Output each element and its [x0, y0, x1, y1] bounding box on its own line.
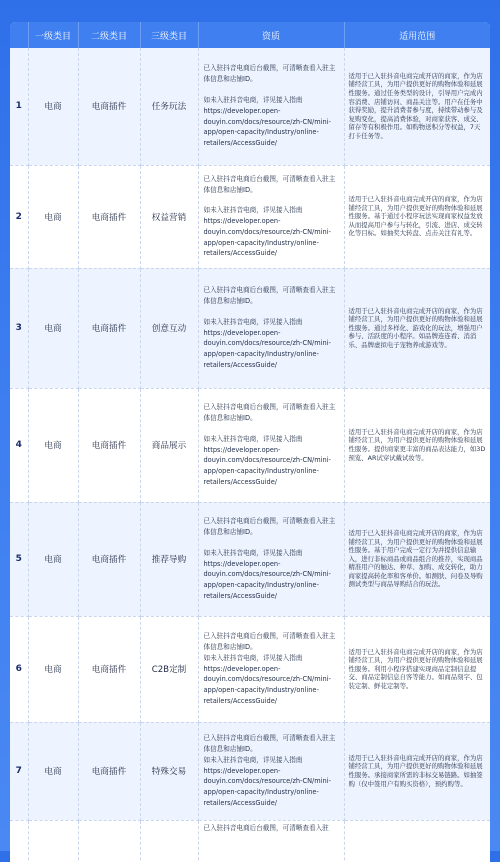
- table-row: [10, 820, 490, 862]
- scope-cell: [344, 388, 490, 502]
- qualification-cell: [198, 165, 344, 268]
- row-number: 3: [10, 268, 28, 388]
- level1-category: [28, 820, 78, 862]
- qualification-access-guide: 如未入驻抖音电商，详见接入指南https://developer.open-douyin.com/docs/resource/zh-CN/mini-app/open-capacity/Industry/online-retailers/AccessGuide/: [203, 755, 331, 807]
- qualification-backend-proof: 已入驻抖音电商后台截图，可清晰查看入驻: [203, 823, 329, 832]
- qualification-cell: [198, 820, 344, 862]
- level2-category: 电商插件: [78, 502, 140, 616]
- scope-cell: [344, 722, 490, 820]
- scope-text: 适用于已入驻抖音电商完成开店的商家，作为店铺经营工具，为用户提供更好的购物体验和延展性服务。承接商家所需的非标交易链路。如抽签购（仅中签用户有购买资格），预约购等。: [348, 753, 483, 788]
- level1-category: 电商: [28, 165, 78, 268]
- level1-category: 电商: [28, 616, 78, 722]
- scope-text: 适用于已入驻抖音电商完成开店的商家，作为店铺经营工具，为用户提供更好的购物体验和延展性服务。提供商家更丰富的商品表达能力，如3D预览、AR试穿试戴试妆等。: [348, 427, 486, 462]
- qualification-access-guide: 如未入驻抖音电商，详见接入指南https://developer.open-douyin.com/docs/resource/zh-CN/mini-app/open-capacity/Industry/online-retailers/AccessGuide/: [203, 96, 331, 148]
- scope-text: 适用于已入驻抖音电商完成开店的商家，作为店铺经营工具，为用户提供更好的购物体验和延展性服务。通过多样化、游戏化的玩法，增强用户参与、活跃度的小程序。如品牌连连看、消消乐、品牌虚拟电子宠物养成游戏等。: [348, 306, 483, 349]
- level2-category: 电商插件: [78, 616, 140, 722]
- level2-category: 电商插件: [78, 268, 140, 388]
- scope-cell: [344, 165, 490, 268]
- qualification-cell: [198, 616, 344, 722]
- level3-category: 特殊交易: [140, 722, 198, 820]
- row-number: [10, 820, 28, 862]
- level2-category: 电商插件: [78, 165, 140, 268]
- qualification-access-guide: 如未入驻抖音电商，详见接入指南https://developer.open-douyin.com/docs/resource/zh-CN/mini-app/open-capacity/Industry/online-retailers/AccessGuide/: [203, 434, 331, 486]
- level1-category: 电商: [28, 502, 78, 616]
- header-qualification: 资质: [198, 22, 344, 48]
- header-level3-category: 三级类目: [140, 22, 198, 48]
- level3-category: 商品展示: [140, 388, 198, 502]
- table-header-row: [10, 22, 490, 48]
- level3-category: C2B定制: [140, 616, 198, 722]
- qualification-cell: [198, 722, 344, 820]
- qualification-backend-proof: 已入驻抖音电商后台截图，可清晰查看入驻主体信息和店铺ID。: [203, 174, 336, 194]
- category-table: [10, 22, 490, 862]
- scope-cell: [344, 48, 490, 165]
- level2-category: 电商插件: [78, 48, 140, 165]
- row-number: 6: [10, 616, 28, 722]
- row-number: 5: [10, 502, 28, 616]
- scope-text: 适用于已入驻抖音电商完成开店的商家，作为店铺经营工具，为用户提供更好的购物体验和延展性服务。基于用户完成一定行为并提供信息输入，进行非标商品或商品组合的推荐，实现商品精准用户的触达、种草、加购、成交转化，助力商家提高转化率和客单价。如测肤、问卷及导购测试类型与商品导购结合的玩法。: [348, 528, 483, 589]
- table-row: [10, 165, 490, 268]
- document-sheet: [10, 22, 490, 862]
- qualification-backend-proof: 已入驻抖音电商后台截图，可清晰查看入驻主体信息和店铺ID。: [203, 517, 336, 536]
- qualification-backend-proof: 已入驻抖音电商后台截图，可清晰查看入驻主体信息和店铺ID。: [203, 632, 336, 651]
- qualification-cell: [198, 502, 344, 616]
- header-level1-category: 一级类目: [28, 22, 78, 48]
- qualification-cell: [198, 48, 344, 165]
- header-level2-category: 二级类目: [78, 22, 140, 48]
- row-number: 1: [10, 48, 28, 165]
- table-row: [10, 48, 490, 165]
- level1-category: 电商: [28, 268, 78, 388]
- row-number: 2: [10, 165, 28, 268]
- level2-category: 电商插件: [78, 722, 140, 820]
- scope-text: 适用于已入驻抖音电商完成开店的商家，作为店铺经营工具，为用户提供更好的购物体验和延展性服务。基于通过小程序玩法实现商家权益发放从而提高用户参与与转化，引流、进店、成交转化等目标。如抽奖大转盘、点击关注有礼等。: [348, 195, 483, 238]
- qualification-access-guide: 如未入驻抖音电商，详见接入指南https://developer.open-douyin.com/docs/resource/zh-CN/mini-app/open-capacity/Industry/online-retailers/AccessGuide/: [203, 548, 331, 600]
- row-number: 4: [10, 388, 28, 502]
- scope-text: 适用于已入驻抖音电商完成开店的商家，作为店铺经营工具，为用户提供更好的购物体验和延展性服务。利用小程序搭建实现商品定制信息提交、商品定制信息自客等能力。如商品刻字、包装定制、鲜花定制等。: [348, 647, 483, 690]
- scope-text: 适用于已入驻抖音电商完成开店的商家，作为店铺经营工具，为用户提供更好的购物体验和延展性服务。通过任务类型的设计，引导用户完成内容消费、店铺访问、商品关注等。用户在任务中获得奖励，提升消费者参与度，持续带动参与及复购变化，提高消费体验，对商家获客、成交、留存等有积极作用。如购物送积分等权益，7天打卡任务等。: [348, 71, 483, 141]
- level1-category: 电商: [28, 48, 78, 165]
- header-scope: 适用范围: [344, 22, 490, 48]
- qualification-access-guide: 如未入驻抖音电商，详见接入指南https://developer.open-douyin.com/docs/resource/zh-CN/mini-app/open-capacity/Industry/online-retailers/AccessGuide/: [203, 653, 331, 705]
- level3-category: 推荐导购: [140, 502, 198, 616]
- scope-cell: [344, 502, 490, 616]
- qualification-backend-proof: 已入驻抖音电商后台截图，可清晰查看入驻主体信息和店铺ID。: [203, 286, 336, 305]
- level2-category: [78, 820, 140, 862]
- row-number: 7: [10, 722, 28, 820]
- table-row: [10, 502, 490, 616]
- table-row: [10, 616, 490, 722]
- qualification-cell: [198, 388, 344, 502]
- scope-cell: [344, 268, 490, 388]
- qualification-backend-proof: 已入驻抖音电商后台截图，可清晰查看入驻主体信息和店铺ID。: [203, 64, 336, 84]
- level1-category: 电商: [28, 722, 78, 820]
- level3-category: 权益营销: [140, 165, 198, 268]
- level3-category: [140, 820, 198, 862]
- level2-category: 电商插件: [78, 388, 140, 502]
- level3-category: 任务玩法: [140, 48, 198, 165]
- scope-cell: [344, 616, 490, 722]
- scope-cell: [344, 820, 490, 862]
- header-index: [10, 22, 28, 48]
- qualification-backend-proof: 已入驻抖音电商后台截图，可清晰查看入驻主体信息和店铺ID。: [203, 403, 336, 422]
- qualification-access-guide: 如未入驻抖音电商，详见接入指南https://developer.open-douyin.com/docs/resource/zh-CN/mini-app/open-capacity/Industry/online-retailers/AccessGuide/: [203, 206, 331, 258]
- table-row: [10, 388, 490, 502]
- level3-category: 创意互动: [140, 268, 198, 388]
- qualification-cell: [198, 268, 344, 388]
- table-row: [10, 722, 490, 820]
- qualification-access-guide: 如未入驻抖音电商，详见接入指南https://developer.open-douyin.com/docs/resource/zh-CN/mini-app/open-capacity/Industry/online-retailers/AccessGuide/: [203, 317, 331, 369]
- table-row: [10, 268, 490, 388]
- qualification-backend-proof: 已入驻抖音电商后台截图，可清晰查看入驻主体信息和店铺ID。: [203, 734, 336, 753]
- level1-category: 电商: [28, 388, 78, 502]
